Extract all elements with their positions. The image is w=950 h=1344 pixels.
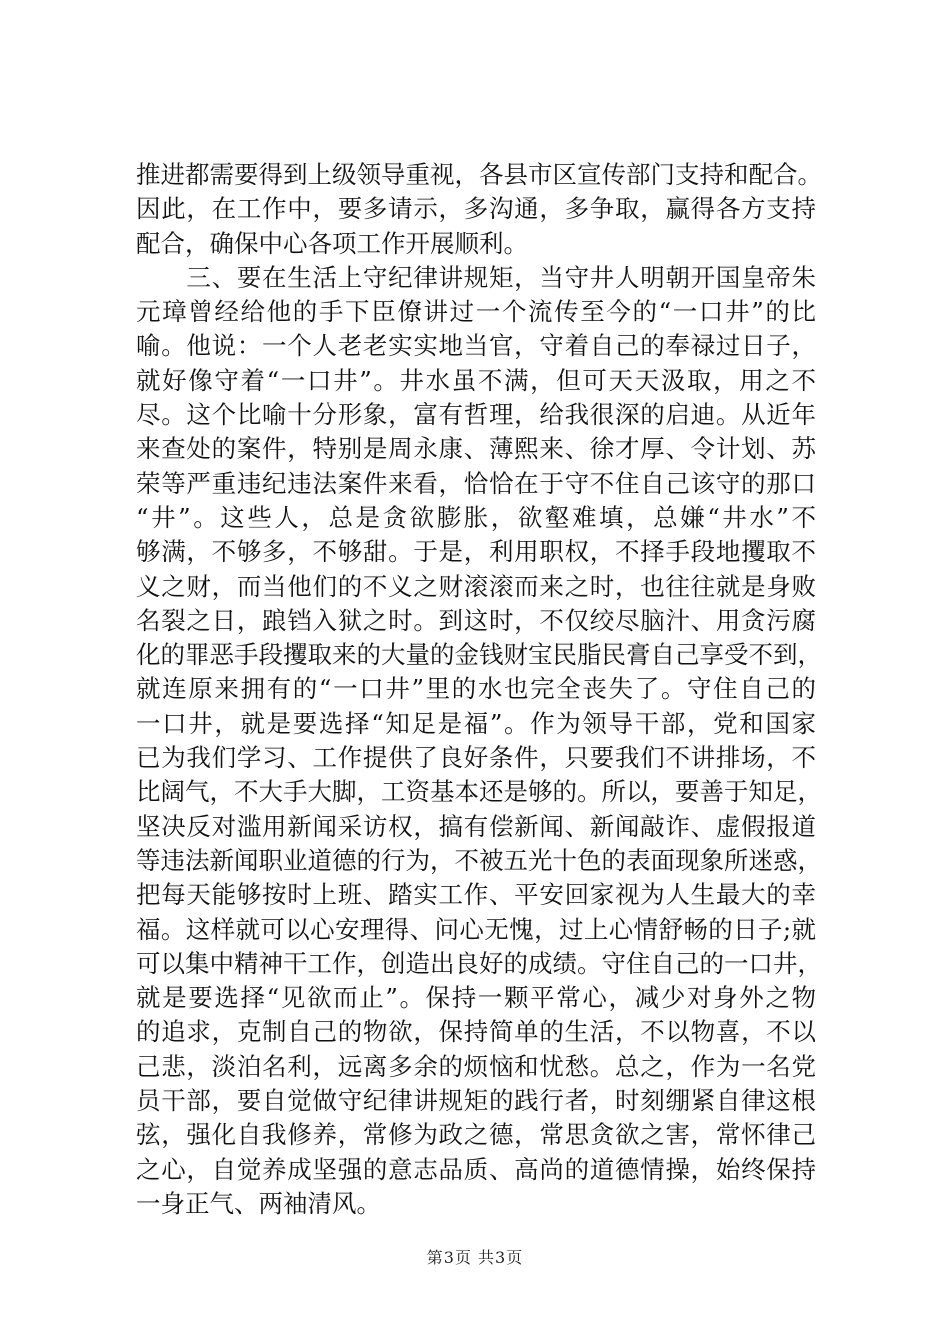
text-line: 福。这样就可以心安理得、问心无愧，过上心情舒畅的日子;就 [136,914,816,944]
text-line: 的追求，克制自己的物欲，保持简单的生活，不以物喜，不以 [136,1017,816,1047]
text-line: 一身正气、两袖清风。 [136,1188,381,1218]
text-line: 把每天能够按时上班、踏实工作、平安回家视为人生最大的幸 [136,880,816,910]
text-line: 已为我们学习、工作提供了良好条件，只要我们不讲排场，不 [136,743,816,773]
text-line: 喻。他说：一个人老老实实地当官，守着自己的奉禄过日子， [136,331,816,361]
text-line: 坚决反对滥用新闻采访权，搞有偿新闻、新闻敲诈、虚假报道 [136,811,816,841]
text-line: 推进都需要得到上级领导重视，各县市区宣传部门支持和配合。 [136,160,822,189]
text-line: 配合，确保中心各项工作开展顺利。 [136,228,528,258]
text-line: 元璋曾经给他的手下臣僚讲过一个流传至今的“一口井”的比 [136,297,816,327]
text-line: 三、要在生活上守纪律讲规矩，当守井人明朝开国皇帝朱 [136,262,816,292]
text-line: 等违法新闻职业道德的行为，不被五光十色的表面现象所迷惑， [136,845,822,875]
text-line: 尽。这个比喻十分形象，富有哲理，给我很深的启迪。从近年 [136,400,816,430]
text-line: 己悲，淡泊名利，远离多余的烦恼和忧愁。总之，作为一名党 [136,1051,816,1081]
text-line: “井”。这些人，总是贪欲膨胀，欲壑难填，总嫌“井水”不 [136,502,816,532]
text-line: 一口井，就是要选择“知足是福”。作为领导干部，党和国家 [136,708,816,738]
text-line: 来查处的案件，特别是周永康、薄熙来、徐才厚、令计划、苏 [136,434,816,464]
text-line: 化的罪恶手段攫取来的大量的金钱财宝民脂民膏自己享受不到， [136,640,822,670]
text-line: 比阔气，不大手大脚，工资基本还是够的。所以，要善于知足， [136,777,822,807]
text-line: 弦，强化自我修养，常修为政之德，常思贪欲之害，常怀律己 [136,1120,816,1150]
text-line: 义之财，而当他们的不义之财滚滚而来之时，也往往就是身败 [136,571,816,601]
text-line: 可以集中精神干工作，创造出良好的成绩。守住自己的一口井， [136,948,822,978]
text-line: 名裂之日，踉铛入狱之时。到这时，不仅绞尽脑汁、用贪污腐 [136,605,816,635]
text-line: 就连原来拥有的“一口井”里的水也完全丧失了。守住自己的 [136,674,816,704]
text-line: 就是要选择“见欲而止”。保持一颗平常心，减少对身外之物 [136,983,816,1013]
text-line: 之心，自觉养成坚强的意志品质、高尚的道德情操，始终保持 [136,1154,816,1184]
text-line: 员干部，要自觉做守纪律讲规矩的践行者，时刻绷紧自律这根 [136,1086,816,1116]
text-line: 够满，不够多，不够甜。于是，利用职权，不择手段地攫取不 [136,537,816,567]
text-line: 就好像守着“一口井”。井水虽不满，但可天天汲取，用之不 [136,365,816,395]
body-text [136,158,822,1221]
text-line: 因此，在工作中，要多请示，多沟通，多争取，赢得各方支持 [136,194,816,224]
text-line: 荣等严重违纪违法案件来看，恰恰在于守不住自己该守的那口 [136,468,816,498]
page-number: 第3页 共3页 [426,1248,524,1267]
